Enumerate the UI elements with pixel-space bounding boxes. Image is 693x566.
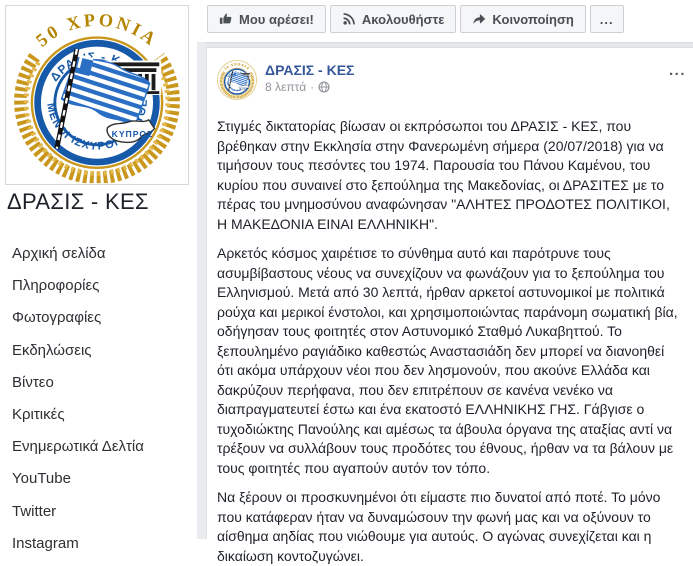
sidebar-item-reviews[interactable]: Κριτικές	[12, 405, 65, 423]
share-arrow-icon	[472, 12, 486, 26]
like-button-label: Μου αρέσει!	[239, 11, 314, 27]
page-sidebar	[0, 0, 197, 552]
sidebar-item-home[interactable]: Αρχική σελίδα	[12, 245, 106, 262]
meta-separator: ·	[310, 80, 315, 94]
follow-button-label: Ακολουθήστε	[361, 11, 445, 27]
post-meta	[265, 80, 354, 94]
post-author-name[interactable]: ΔΡΑΣΙΣ - ΚΕΣ	[265, 62, 355, 78]
post-paragraph-1: Στιγμές δικτατορίας βίωσαν οι εκπρόσωποι του ΔΡΑΣΙΣ - ΚΕΣ, που βρέθηκαν στην Εκκλησία στην Φανερωμένη σήμερα (20/07/2018) για να τιμήσουν τους πεσόντες του 1974. Παρουσία του Πάνου Καμένου, του κυρίου που συναινεί στο ξεπούλημα της Μακεδονίας, οι ΔΡΑΣΙΤΕΣ με το πέρας του μνημοσύνου αναφώνησαν "ΑΛΗΤΕΣ ΠΡΟΔΟΤΕΣ ΠΟΛΙΤΙΚΟΙ, Η ΜΑΚΕΔΟΝΙΑ ΕΙΝΑΙ ΕΛΛΗΝΙΚΗ".	[217, 118, 670, 232]
like-button[interactable]	[207, 5, 326, 33]
sidebar-nav	[0, 238, 197, 560]
sidebar-item-videos[interactable]: Βίντεο	[12, 373, 54, 391]
post-timestamp[interactable]: 8 λεπτά	[265, 80, 307, 94]
post-author-avatar[interactable]	[217, 60, 257, 100]
post-options-button[interactable]: ...	[668, 62, 686, 79]
sidebar-item-youtube[interactable]: YouTube	[12, 470, 71, 488]
more-actions-button[interactable]	[590, 5, 624, 33]
post-text	[207, 100, 693, 566]
follow-button[interactable]	[330, 5, 457, 33]
share-button[interactable]	[460, 5, 585, 33]
sidebar-item-instagram[interactable]: Instagram	[12, 534, 79, 552]
page-profile-picture[interactable]	[5, 5, 189, 185]
post-paragraph-3: Να ξέρουν οι προσκυνημένοι ότι είμαστε πιο δυνατοί από ποτέ. Το μόνο που κατάφεραν ήταν να δυναμώσουν την φωνή μας και να οξύνουν το αίσθημα αηδίας που νιώθουμε για αυτούς. Ο αγώνας συνεχίζεται και η δικαίωση κοντοζυγώνει.	[217, 489, 661, 564]
post-head-info	[265, 60, 354, 94]
ellipsis-icon: ...	[599, 11, 614, 27]
follow-feed-icon	[342, 12, 356, 26]
post-paragraph-2: Αρκετός κόσμος χαιρέτισε το σύνθημα αυτό και παρότρυνε τους ασυμβίβαστους νέους να συνεχίζουν να φωνάζουν για το ξεπούλημα του Ελληνισμού. Μετά από 30 λεπτά, ήρθαν αρκετοί αστυνομικοί με πολιτικά ρούχα και μερικοί ένστολοι, και χρησιμοποιώντας παράνομη σωματική βία, οδήγησαν τους φοιτητές στον Αστυνομικό Σταθμό Λυκαβηττού. Το ξεπουλημένο ραγιάδικο καθεστώς Αναστασιάδη δεν μπορεί να διανοηθεί ότι ακόμα υπάρχουν νέοι που δεν λησμονούν, που ακούνε Ελλάδα και δακρύζουν περήφανα, που δεν επιτρέπουν σε κανένα νενέκο να διαπραγματευτεί έστω και ένα εκατοστό ΕΛΛΗΝΙΚΗΣ ΓΗΣ. Γάβγισε ο τυχοδιώκτης Πανούλης και αμέσως τα άβουλα όργανα της αταξίας αντί να τρέξουν να συλλάβουν τους προδότες του έθνους, ήρθαν να τα βάλουν με τους φοιτητές που αγαπούν αυτόν τον τόπο.	[217, 245, 678, 476]
page-title: ΔΡΑΣΙΣ - ΚΕΣ	[7, 189, 149, 214]
club-emblem-logo	[6, 6, 188, 184]
column-gap	[197, 42, 206, 539]
avatar-emblem	[218, 61, 256, 99]
share-button-label: Κοινοποίηση	[492, 11, 574, 27]
post-card	[206, 47, 693, 564]
thumbs-up-icon	[219, 12, 233, 26]
sidebar-item-events[interactable]: Εκδηλώσεις	[12, 341, 92, 359]
sidebar-item-photos[interactable]: Φωτογραφίες	[12, 309, 102, 327]
sidebar-item-newsletters[interactable]: Ενημερωτικά Δελτία	[12, 438, 144, 456]
sidebar-item-about[interactable]: Πληροφορίες	[12, 277, 100, 295]
post-header	[207, 48, 693, 100]
page-action-toolbar	[207, 5, 624, 33]
sidebar-item-twitter[interactable]: Twitter	[12, 502, 57, 520]
globe-privacy-icon	[318, 81, 330, 93]
